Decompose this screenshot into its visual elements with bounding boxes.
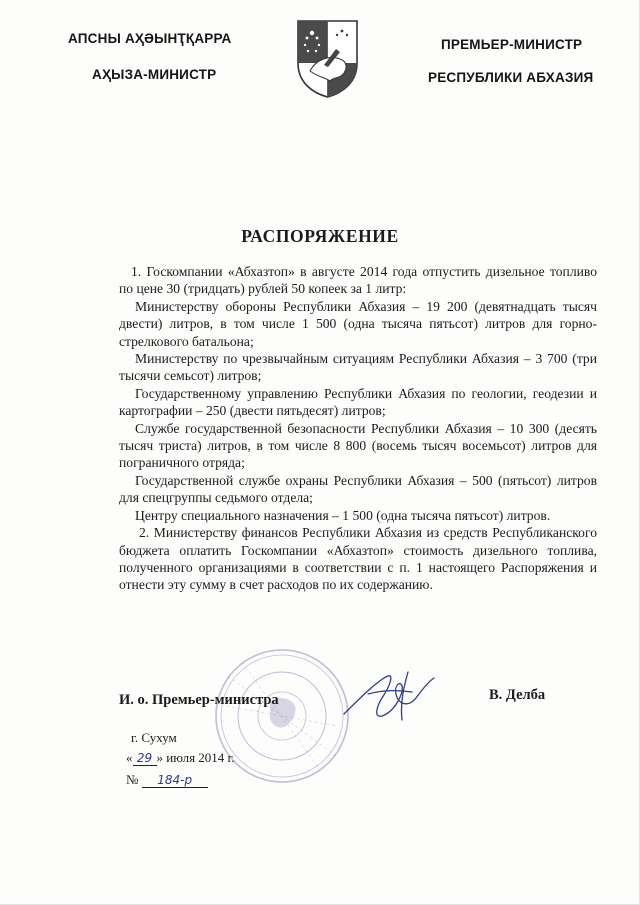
header-left-line1: АПСНЫ АҲӘЫНҬҚАРРА bbox=[68, 31, 232, 46]
paragraph-ministry-emergency: Министерству по чрезвычайным ситуациям Республики Абхазия – 3 700 (три тысячи семьсот) литров; bbox=[119, 351, 597, 384]
paragraph-security-service: Службе государственной безопасности Республики Абхазия – 10 300 (десять тысяч триста) литров, в том числе 8 800 (восемь тысяч восемьсот) литров для пограничного отряда; bbox=[119, 420, 597, 471]
issue-place: г. Сухум bbox=[131, 730, 177, 745]
document-title: РАСПОРЯЖЕНИЕ bbox=[241, 226, 399, 246]
paragraph-ministry-defense: Министерству обороны Республики Абхазия – 19 200 (девятнадцать тысяч двести) литров, в том числе 1 500 (одна тысяча пятьсот) литров для горно-стрелкового батальона; bbox=[119, 298, 597, 349]
paragraph-geology-department: Государственному управлению Республики Абхазия по геологии, геодезии и картографии – 250 (двести пятьдесят) литров; bbox=[119, 385, 597, 419]
document-number bbox=[126, 772, 208, 788]
number-handwritten: 184-р bbox=[142, 773, 208, 788]
header-right-line1: ПРЕМЬЕР-МИНИСТР bbox=[441, 37, 583, 52]
abkhazia-emblem-icon bbox=[296, 19, 359, 99]
date-suffix: » июля 2014 г. bbox=[156, 750, 235, 765]
header-right-line2: РЕСПУБЛИКИ АБХАЗИЯ bbox=[428, 70, 594, 85]
signatory-name: В. Делба bbox=[489, 687, 546, 703]
paragraph-2: 2. Министерству финансов Республики Абхазия из средств Республиканского бюджета оплатить Госкомпании «Абхазтоп» стоимость дизельного топлива, полученного организациями в соответствии с п. 1 настоящего Распоряжения и отнести эту сумму в счет расходов по их содержанию. bbox=[119, 525, 597, 593]
date-prefix: « bbox=[126, 750, 133, 765]
issue-date bbox=[126, 750, 235, 766]
number-prefix: № bbox=[126, 772, 139, 787]
paragraph-1: 1. Госкомпании «Абхазтоп» в августе 2014 года отпустить дизельное топливо по цене 30 (тридцать) рублей 50 копеек за 1 литр: bbox=[119, 264, 597, 297]
paragraph-special-center: Центру специального назначения – 1 500 (одна тысяча пятьсот) литров. bbox=[135, 507, 551, 523]
header-left-line2: АҲЫЗА-МИНИСТР bbox=[92, 67, 217, 82]
signatory-title: И. о. Премьер-министра bbox=[119, 692, 279, 708]
date-day-handwritten: 29 bbox=[133, 751, 157, 766]
paragraph-protection-service: Государственной службе охраны Республики Абхазия – 500 (пятьсот) литров для спецгруппы седьмого отдела; bbox=[119, 472, 597, 506]
handwritten-signature-icon bbox=[338, 668, 438, 726]
document-body bbox=[119, 263, 597, 594]
